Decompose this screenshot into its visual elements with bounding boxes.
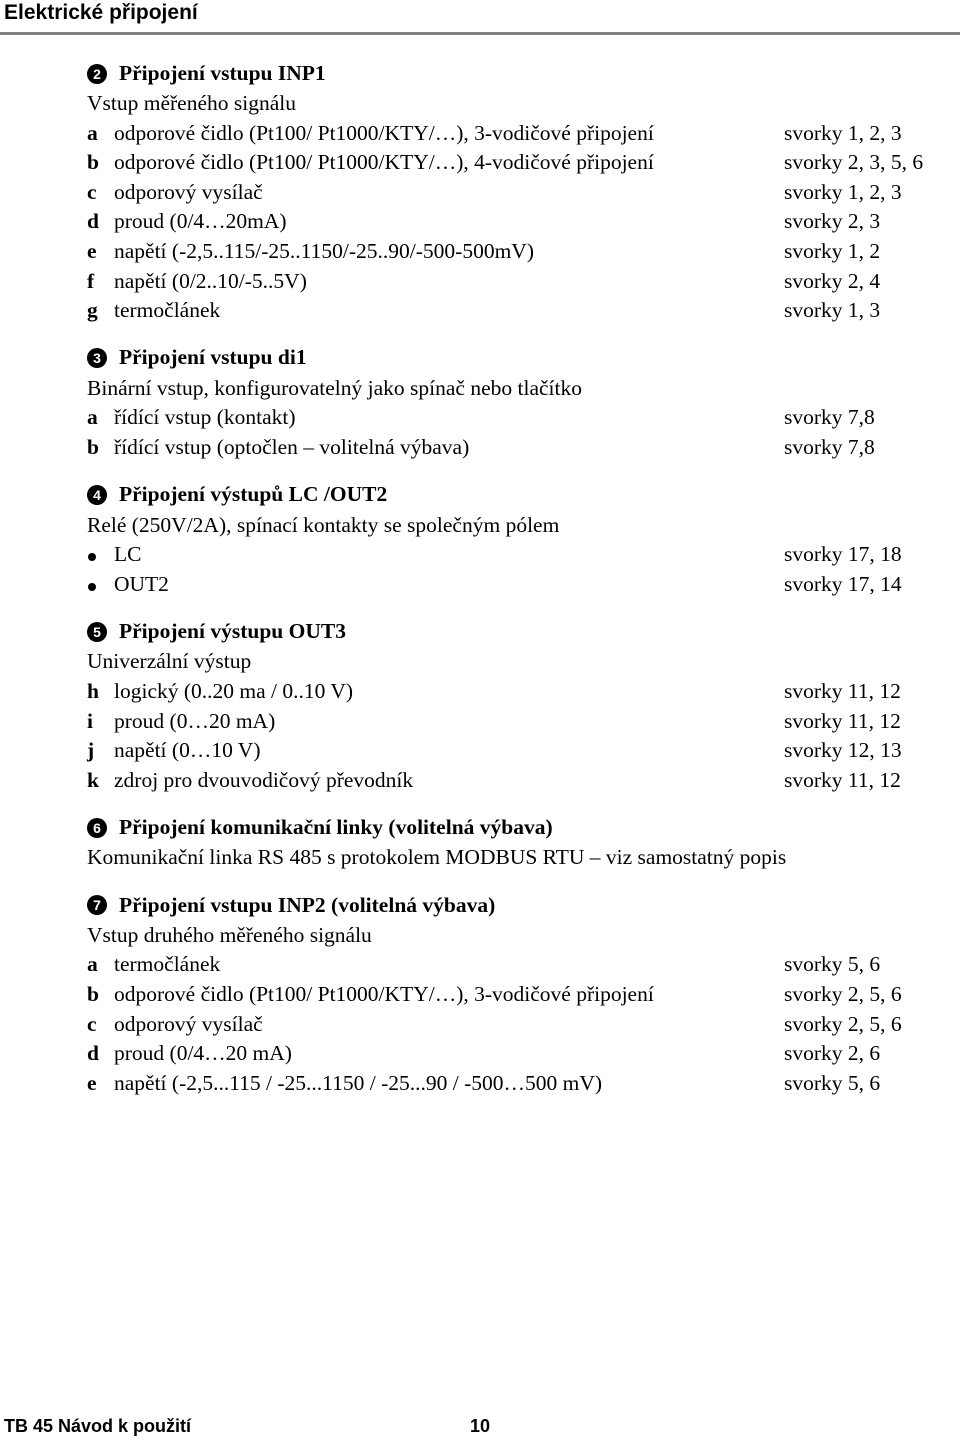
item-terminals: svorky 11, 12: [784, 767, 901, 792]
item-description: odporové čidlo (Pt100/ Pt1000/KTY/…), 4-vodičové připojení: [114, 150, 654, 175]
list-item: [87, 178, 947, 208]
item-description: LC: [114, 542, 142, 567]
item-letter: e: [87, 238, 97, 263]
page-title: Elektrické připojení: [4, 1, 198, 24]
item-letter: b: [87, 982, 99, 1007]
section-heading: [87, 58, 947, 89]
list-item: [87, 148, 947, 178]
section-number-badge: 4: [87, 485, 107, 505]
section-title: Připojení komunikační linky (volitelná výbava): [119, 814, 553, 839]
bullet-marker: [87, 570, 114, 600]
item-letter: d: [87, 1041, 99, 1066]
page-header: [0, 0, 960, 30]
section-number-badge: 6: [87, 818, 107, 838]
section-title: Připojení vstupu INP2 (volitelná výbava): [119, 892, 496, 917]
item-terminals: svorky 7,8: [784, 434, 875, 459]
item-description: termočlánek: [114, 298, 221, 323]
item-terminals: svorky 12, 13: [784, 738, 902, 763]
item-description: řídící vstup (kontakt): [114, 405, 296, 430]
document-body: [87, 58, 947, 1115]
item-terminals: svorky 7,8: [784, 405, 875, 430]
item-description: napětí (-2,5..115/-25..1150/-25..90/-500-500mV): [114, 238, 534, 263]
item-description: odporový vysílač: [114, 179, 263, 204]
bullet-marker: [87, 540, 114, 570]
item-letter: f: [87, 268, 95, 293]
footer-document-name: TB 45 Návod k použití: [4, 1416, 192, 1436]
section-5: [87, 616, 947, 795]
item-description: napětí (0/2..10/-5..5V): [114, 268, 307, 293]
list-item: [87, 1039, 947, 1069]
section-heading: [87, 343, 947, 374]
section-number-badge: 7: [87, 895, 107, 915]
item-letter: b: [87, 434, 99, 459]
section-title: Připojení vstupu di1: [119, 345, 307, 370]
bullet-dot-icon: [88, 553, 96, 561]
item-letter: e: [87, 1070, 97, 1095]
header-divider: [0, 32, 960, 35]
item-letter: c: [87, 179, 97, 204]
item-description: logický (0..20 ma / 0..10 V): [114, 678, 354, 703]
list-item: [87, 950, 947, 980]
section-description: Relé (250V/2A), spínací kontakty se společným pólem: [87, 512, 560, 537]
section-description: Univerzální výstup: [87, 649, 252, 674]
item-description: odporové čidlo (Pt100/ Pt1000/KTY/…), 3-vodičové připojení: [114, 982, 654, 1007]
item-terminals: svorky 1, 2, 3: [784, 120, 902, 145]
section-6: [87, 812, 947, 873]
list-item: [87, 707, 947, 737]
list-item: [87, 1010, 947, 1040]
item-letter: a: [87, 952, 98, 977]
item-terminals: svorky 11, 12: [784, 708, 901, 733]
item-terminals: svorky 2, 3: [784, 209, 881, 234]
section-heading: [87, 812, 947, 843]
item-terminals: svorky 2, 6: [784, 1041, 881, 1066]
item-letter: i: [87, 708, 93, 733]
item-description: OUT2: [114, 571, 169, 596]
item-letter: h: [87, 678, 99, 703]
list-item: [87, 980, 947, 1010]
section-title: Připojení výstupu OUT3: [119, 619, 346, 644]
list-item: [87, 540, 947, 570]
item-description: proud (0/4…20 mA): [114, 1041, 292, 1066]
item-description: proud (0/4…20mA): [114, 209, 287, 234]
list-item: [87, 267, 947, 297]
item-terminals: svorky 17, 14: [784, 571, 902, 596]
item-letter: d: [87, 209, 99, 234]
list-item: [87, 1069, 947, 1099]
item-description: odporový vysílač: [114, 1011, 263, 1036]
item-terminals: svorky 1, 2: [784, 238, 881, 263]
list-item: [87, 433, 947, 463]
section-description: Vstup měřeného signálu: [87, 91, 296, 115]
item-terminals: svorky 5, 6: [784, 952, 881, 977]
section-title: Připojení vstupu INP1: [119, 60, 326, 85]
list-item: [87, 570, 947, 600]
section-description: Binární vstup, konfigurovatelný jako spínač nebo tlačítko: [87, 375, 582, 400]
list-item: [87, 296, 947, 326]
item-letter: g: [87, 298, 98, 323]
section-3: [87, 343, 947, 463]
list-item: [87, 766, 947, 796]
item-description: řídící vstup (optočlen – volitelná výbava): [114, 434, 470, 459]
list-item: [87, 237, 947, 267]
item-description: termočlánek: [114, 952, 221, 977]
section-description: Komunikační linka RS 485 s protokolem MODBUS RTU – viz samostatný popis: [87, 845, 787, 870]
item-terminals: svorky 2, 3, 5, 6: [784, 150, 924, 175]
section-number-badge: 3: [87, 348, 107, 368]
list-item: [87, 403, 947, 433]
item-terminals: svorky 2, 5, 6: [784, 1011, 902, 1036]
item-letter: j: [87, 738, 95, 763]
section-heading: [87, 890, 947, 921]
section-heading: [87, 480, 947, 511]
bullet-dot-icon: [88, 583, 96, 591]
item-terminals: svorky 1, 2, 3: [784, 179, 902, 204]
section-heading: [87, 616, 947, 647]
item-terminals: svorky 5, 6: [784, 1070, 881, 1095]
item-letter: c: [87, 1011, 97, 1036]
item-description: napětí (0…10 V): [114, 738, 261, 763]
item-letter: k: [87, 767, 99, 792]
footer-page-number: 10: [470, 1416, 491, 1436]
item-terminals: svorky 2, 5, 6: [784, 982, 902, 1007]
item-terminals: svorky 2, 4: [784, 268, 881, 293]
item-terminals: svorky 17, 18: [784, 542, 902, 567]
list-item: [87, 207, 947, 237]
item-letter: b: [87, 150, 99, 175]
section-number-badge: 2: [87, 64, 107, 84]
item-letter: a: [87, 120, 98, 145]
item-letter: a: [87, 405, 98, 430]
section-7: [87, 890, 947, 1099]
list-item: [87, 736, 947, 766]
item-terminals: svorky 1, 3: [784, 298, 881, 323]
item-description: zdroj pro dvouvodičový převodník: [114, 767, 414, 792]
section-number-badge: 5: [87, 622, 107, 642]
list-item: [87, 677, 947, 707]
section-title: Připojení výstupů LC /OUT2: [119, 482, 388, 507]
item-terminals: svorky 11, 12: [784, 678, 901, 703]
section-4: [87, 480, 947, 600]
item-description: napětí (-2,5...115 / -25...1150 / -25...90 / -500…500 mV): [114, 1070, 603, 1095]
section-description: Vstup druhého měřeného signálu: [87, 922, 372, 947]
list-item: [87, 119, 947, 149]
item-description: proud (0…20 mA): [114, 708, 276, 733]
section-2: [87, 58, 947, 326]
item-description: odporové čidlo (Pt100/ Pt1000/KTY/…), 3-vodičové připojení: [114, 120, 654, 145]
